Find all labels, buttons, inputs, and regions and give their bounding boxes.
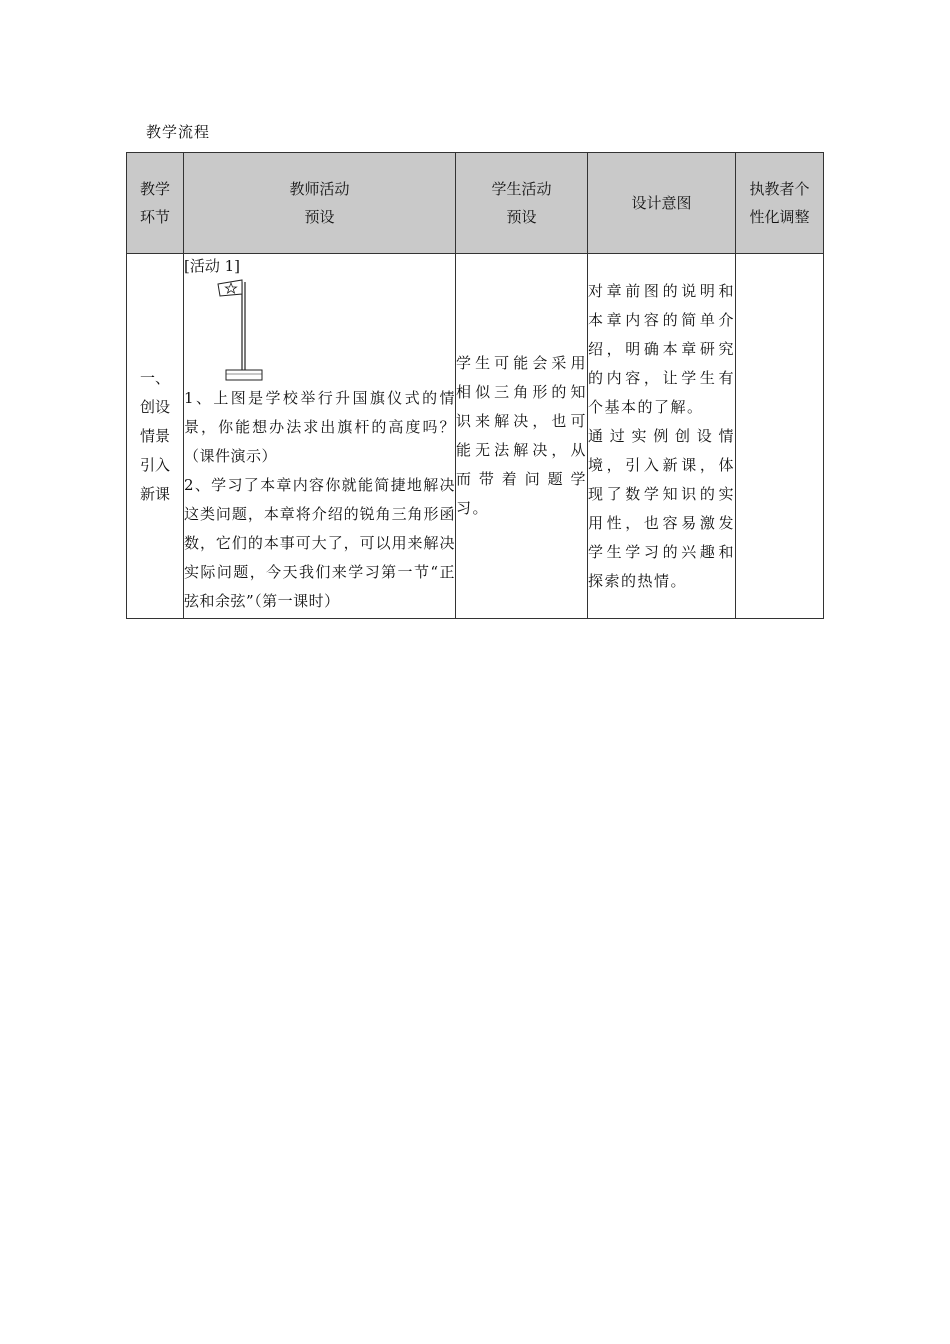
stage-cell bbox=[127, 254, 184, 619]
teacher-activity-cell bbox=[184, 254, 456, 619]
table-row bbox=[127, 254, 824, 619]
stage-line: 一、 bbox=[139, 368, 170, 387]
header-intent-text: 设计意图 bbox=[631, 194, 692, 212]
header-adjust-line2: 性化调整 bbox=[749, 208, 810, 226]
stage-line: 新课 bbox=[139, 484, 170, 503]
flagpole-icon bbox=[212, 276, 292, 386]
header-stage-line2: 环节 bbox=[139, 208, 170, 226]
header-adjust bbox=[736, 153, 824, 254]
header-student-line1: 学生活动 bbox=[491, 180, 552, 198]
teacher-paragraph-1: 1、上图是学校举行升国旗仪式的情景，你能想办法求出旗杆的高度吗？（课件演示） bbox=[184, 389, 455, 465]
header-stage-line1: 教学 bbox=[139, 180, 170, 198]
header-student-line2: 预设 bbox=[506, 208, 537, 226]
teacher-paragraph-2: 2、学习了本章内容你就能简捷地解决这类问题，本章将介绍的锐角三角形函数，它们的本事可大了，可以用来解决实际问题，今天我们来学习第一节“正弦和余弦”（第一课时） bbox=[184, 476, 455, 610]
design-intent-cell bbox=[588, 254, 736, 619]
page-title: 教学流程 bbox=[146, 123, 211, 141]
header-stage bbox=[127, 153, 184, 254]
header-intent bbox=[588, 153, 736, 254]
header-teacher bbox=[184, 153, 456, 254]
student-text: 学生可能会采用相似三角形的知识来解决，也可能无法解决，从而带着问题学习。 bbox=[456, 354, 587, 517]
teaching-flow-table bbox=[126, 152, 824, 619]
stage-line: 引入 bbox=[139, 455, 170, 474]
intent-paragraph-2: 通过实例创设情境，引入新课，体现了数学知识的实用性，也容易激发学生学习的兴趣和探索的热情。 bbox=[588, 426, 735, 590]
stage-line: 情景 bbox=[139, 426, 170, 445]
activity-label: [活动 1] bbox=[184, 257, 241, 275]
header-adjust-line1: 执教者个 bbox=[749, 180, 810, 198]
intent-paragraph-1: 对章前图的说明和本章内容的简单介绍，明确本章研究的内容，让学生有个基本的了解。 bbox=[588, 281, 735, 416]
student-activity-cell bbox=[456, 254, 588, 619]
header-student bbox=[456, 153, 588, 254]
header-teacher-line1: 教师活动 bbox=[289, 180, 350, 198]
header-teacher-line2: 预设 bbox=[304, 208, 335, 226]
header-row bbox=[127, 153, 824, 254]
stage-line: 创设 bbox=[139, 397, 170, 416]
adjust-cell[interactable] bbox=[736, 254, 824, 619]
